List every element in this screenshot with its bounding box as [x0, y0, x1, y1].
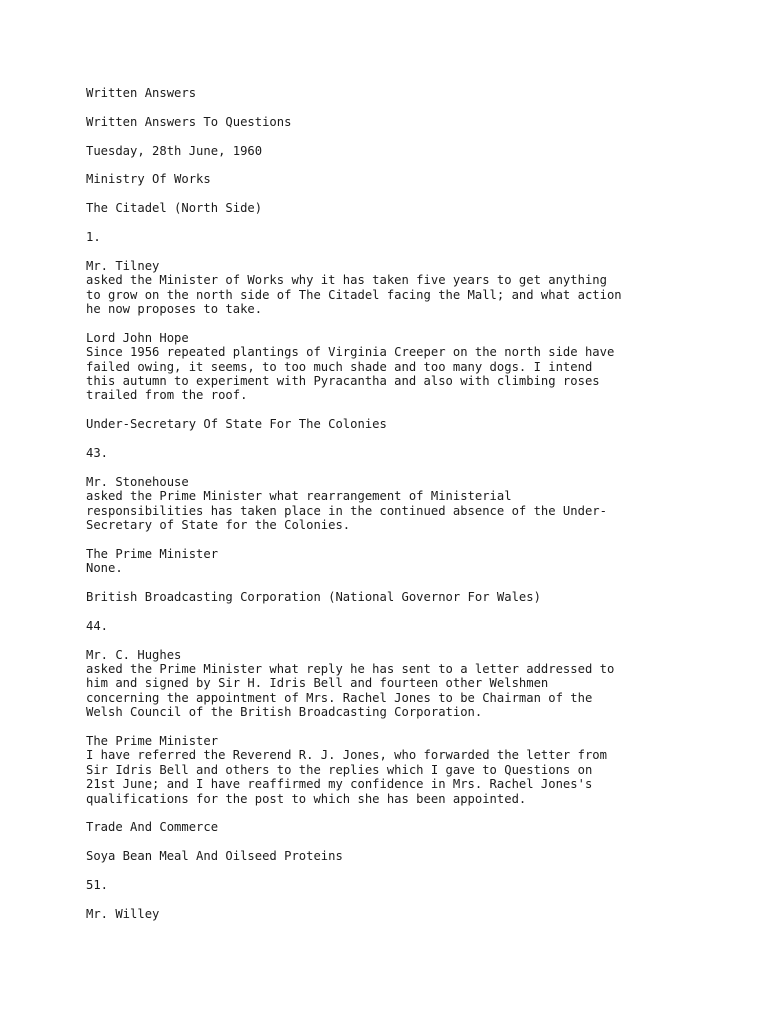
answer-text-line: Since 1956 repeated plantings of Virginia Creeper on the north side have	[86, 345, 615, 360]
spacer	[86, 835, 726, 849]
question-text-line: Welsh Council of the British Broadcasting Corporation.	[86, 705, 483, 720]
spacer	[86, 244, 726, 258]
questioner-name: Mr. C. Hughes	[86, 647, 182, 662]
question-text-line: asked the Minister of Works why it has taken five years to get anything	[86, 273, 607, 288]
spacer	[86, 720, 726, 734]
question-text-line: concerning the appointment of Mrs. Rachel Jones to be Chairman of the	[86, 690, 593, 705]
answer-text-line: failed owing, it seems, to too much shade and too many dogs. I intend	[86, 359, 593, 374]
question-number: 43.	[86, 446, 109, 461]
spacer	[86, 460, 726, 474]
department-heading: Trade And Commerce	[86, 820, 219, 835]
spacer	[86, 864, 726, 878]
spacer	[86, 216, 726, 230]
section-title: Written Answers To Questions	[86, 114, 292, 129]
spacer	[86, 403, 726, 417]
sitting-date: Tuesday, 28th June, 1960	[86, 143, 263, 158]
spacer	[86, 316, 726, 330]
question-number: 44.	[86, 618, 109, 633]
question-text-line: he now proposes to take.	[86, 302, 263, 316]
answer-text-line: Sir Idris Bell and others to the replies which I gave to Questions on	[86, 762, 593, 777]
spacer	[86, 532, 726, 546]
question-text-line: responsibilities has taken place in the continued absence of the Under-	[86, 503, 607, 518]
question-text-line: him and signed by Sir H. Idris Bell and fourteen other Welshmen	[86, 676, 549, 691]
spacer	[86, 158, 726, 172]
spacer	[86, 892, 726, 906]
answerer-name: Lord John Hope	[86, 330, 189, 345]
answer-text-line: this autumn to experiment with Pyracantha and also with climbing roses	[86, 374, 600, 389]
question-number: 1.	[86, 229, 101, 244]
spacer	[86, 100, 726, 114]
answer-text-line: 21st June; and I have reaffirmed my confidence in Mrs. Rachel Jones's	[86, 777, 593, 792]
answer-text-line: I have referred the Reverend R. J. Jones, who forwarded the letter from	[86, 748, 607, 763]
document-header: Written Answers	[86, 86, 197, 100]
subject-heading: Under-Secretary Of State For The Colonies	[86, 417, 387, 432]
questioner-name: Mr. Stonehouse	[86, 474, 189, 489]
spacer	[86, 432, 726, 446]
spacer	[86, 806, 726, 820]
spacer	[86, 187, 726, 201]
subject-heading: Soya Bean Meal And Oilseed Proteins	[86, 849, 343, 864]
answerer-name: The Prime Minister	[86, 734, 219, 749]
questioner-name: Mr. Tilney	[86, 258, 160, 273]
question-text-line: asked the Prime Minister what reply he has sent to a letter addressed to	[86, 662, 615, 677]
spacer	[86, 576, 726, 590]
answerer-name: The Prime Minister	[86, 546, 219, 561]
spacer	[86, 129, 726, 143]
question-text-line: to grow on the north side of The Citadel facing the Mall; and what action	[86, 287, 622, 302]
answer-text-line: qualifications for the post to which she has been appointed.	[86, 791, 527, 806]
question-text-line: Secretary of State for the Colonies.	[86, 518, 351, 533]
question-number: 51.	[86, 878, 109, 893]
answer-text-line: trailed from the roof.	[86, 388, 248, 403]
subject-heading: British Broadcasting Corporation (National Governor For Wales)	[86, 590, 541, 605]
answer-text-line: None.	[86, 561, 123, 576]
questioner-name: Mr. Willey	[86, 906, 160, 921]
question-text-line: asked the Prime Minister what rearrangement of Ministerial	[86, 489, 512, 504]
document-page	[86, 86, 726, 921]
department-heading: Ministry Of Works	[86, 172, 211, 187]
spacer	[86, 604, 726, 618]
spacer	[86, 633, 726, 647]
subject-heading: The Citadel (North Side)	[86, 201, 263, 216]
